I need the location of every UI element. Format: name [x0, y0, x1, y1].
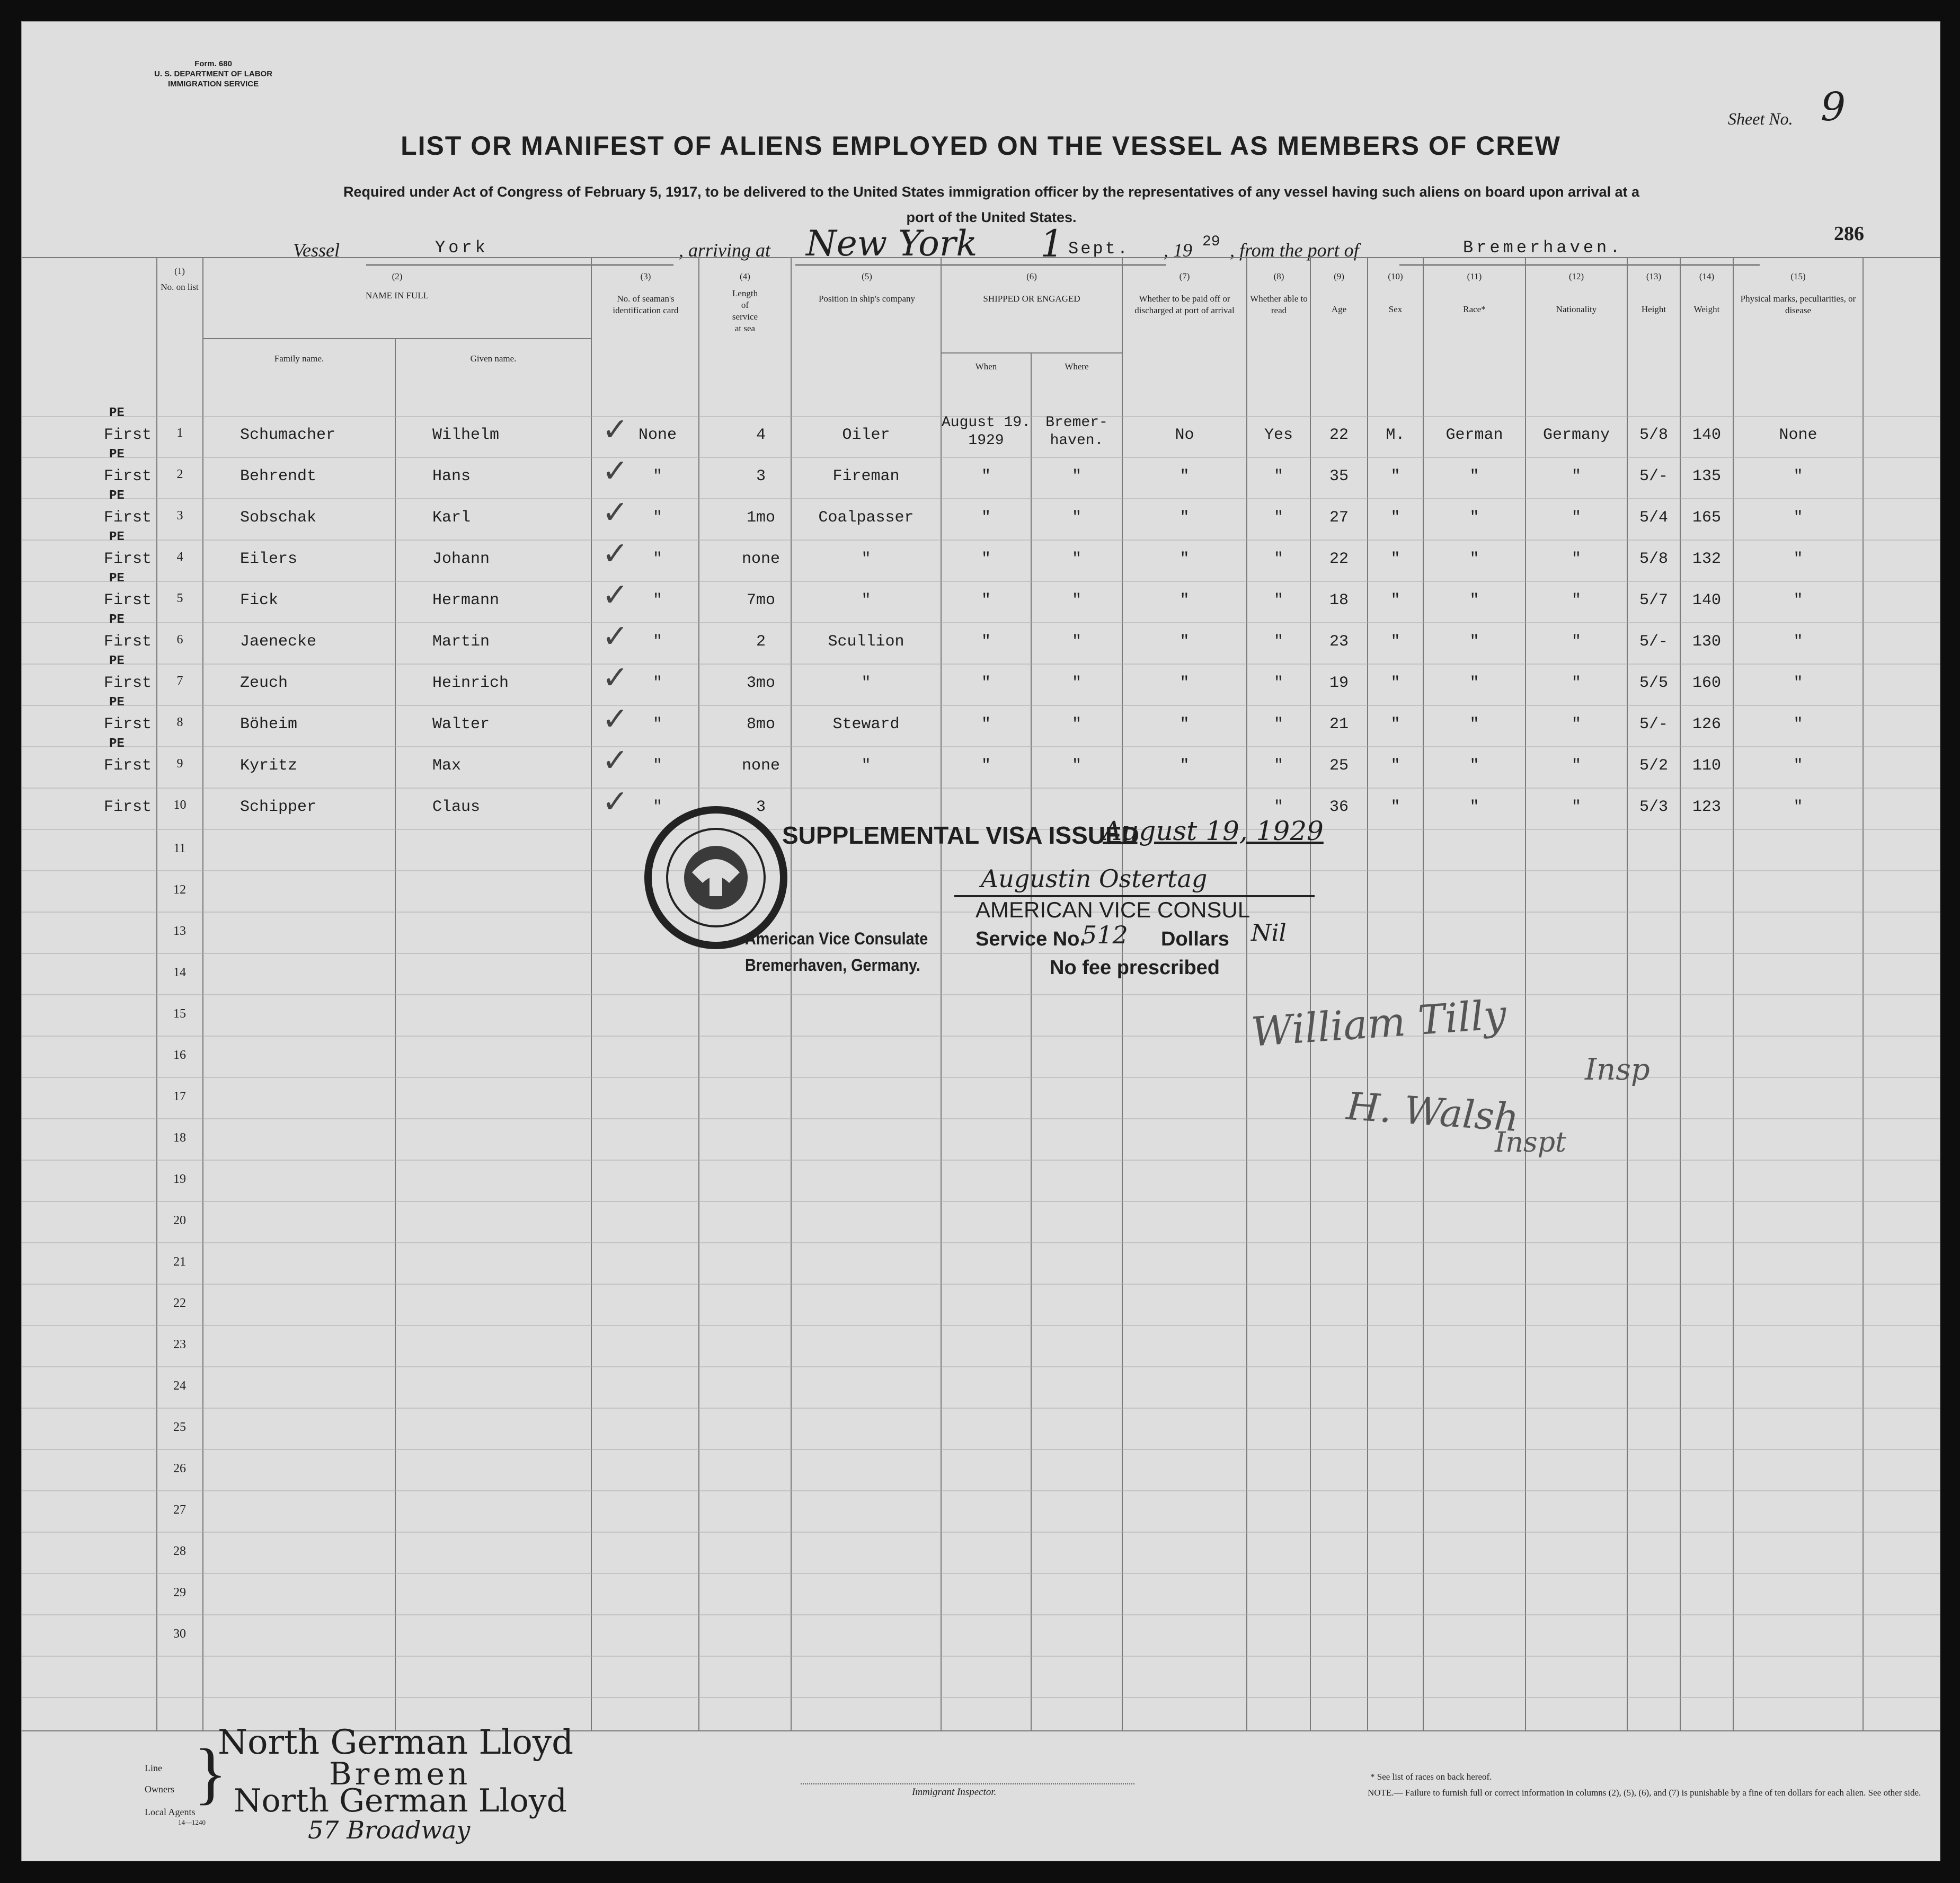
col5-label: Position in ship's company: [818, 294, 916, 304]
crew-cell-height: 5/7: [1639, 591, 1668, 609]
crew-cell-service: 2: [756, 633, 766, 651]
crew-cell-paid: ": [1179, 633, 1190, 651]
crew-cell-when: ": [981, 757, 991, 775]
crew-cell-card: ": [652, 550, 662, 568]
crew-cell-nationality: ": [1571, 757, 1581, 775]
crew-cell-height: 5/-: [1639, 467, 1668, 485]
crew-cell-read: Yes: [1264, 426, 1293, 444]
col4-label: Length of service at sea: [732, 288, 758, 333]
col12-label: Nationality: [1556, 304, 1597, 314]
col15-number: (15): [1790, 271, 1806, 281]
note-label: NOTE.: [1368, 1788, 1394, 1798]
crew-cell-paid: ": [1179, 509, 1190, 527]
col2-given-label: Given name.: [470, 353, 517, 364]
crew-cell-family: Fick: [240, 591, 279, 609]
col14-label: Weight: [1693, 304, 1720, 314]
crew-status-mark: First: [104, 509, 152, 527]
crew-cell-where: ": [1071, 550, 1081, 568]
crew-cell-family: Behrendt: [240, 467, 317, 485]
from-port-label: , from the port of: [1230, 240, 1359, 261]
crew-cell-race: ": [1469, 509, 1479, 527]
pe-mark: PE: [109, 489, 125, 503]
col7-number: (7): [1179, 271, 1190, 281]
crew-cell-service: 8mo: [746, 715, 775, 733]
agents-code: 14—1240: [178, 1818, 206, 1826]
crew-cell-when: ": [981, 633, 991, 651]
col2-family-label: Family name.: [274, 353, 324, 364]
agents-label: Local Agents: [145, 1807, 196, 1817]
crew-cell-age: 35: [1329, 467, 1349, 485]
penalty-note: [1368, 1787, 1924, 1799]
stamp-number: 286: [1834, 223, 1864, 245]
crew-cell-nationality: ": [1571, 550, 1581, 568]
row-number: 17: [173, 1090, 186, 1103]
col9-label: Age: [1331, 304, 1347, 314]
col6-where-label: Where: [1065, 361, 1089, 372]
col1-number: (1): [174, 266, 185, 276]
col6-when-label: When: [975, 361, 997, 372]
races-footnote: * See list of races on back hereof.: [1370, 1772, 1492, 1782]
crew-cell-read: ": [1273, 550, 1283, 568]
crew-cell-read: ": [1273, 509, 1283, 527]
row-number: 27: [173, 1503, 186, 1517]
crew-cell-where: ": [1071, 757, 1081, 775]
sheet-number-label: Sheet No.: [1728, 109, 1793, 128]
arriving-label: , arriving at: [679, 240, 771, 261]
crew-cell-nationality: ": [1571, 509, 1581, 527]
owners-value: Bremen: [329, 1756, 471, 1792]
col11-number: (11): [1467, 271, 1482, 281]
crew-cell-given: Martin: [432, 633, 490, 651]
crew-cell-sex: ": [1390, 757, 1400, 775]
row-number: 26: [173, 1462, 186, 1475]
col1-label: No. on list: [161, 282, 199, 292]
crew-cell-card: ": [652, 467, 662, 485]
row-number: 22: [173, 1296, 186, 1310]
pe-mark: PE: [109, 406, 125, 420]
crew-cell-where: ": [1071, 715, 1081, 733]
crew-cell-sex: ": [1390, 509, 1400, 527]
row-number: 25: [173, 1420, 186, 1434]
crew-status-mark: First: [104, 757, 152, 775]
crew-cell-marks: ": [1793, 757, 1803, 775]
crew-cell-card: ": [652, 715, 662, 733]
crew-cell-nationality: ": [1571, 798, 1581, 816]
arrival-port: New York: [806, 223, 978, 264]
col4-number: (4): [740, 271, 750, 281]
row-number: 18: [173, 1131, 186, 1145]
col5-number: (5): [862, 271, 872, 281]
manifest-sheet: [21, 21, 1940, 1861]
crew-cell-paid: ": [1179, 757, 1190, 775]
crew-cell-weight: 160: [1692, 674, 1721, 692]
departure-port: Bremerhaven.: [1463, 238, 1624, 258]
crew-cell-marks: ": [1793, 798, 1803, 816]
service-no-value: 512: [1081, 921, 1128, 949]
crew-cell-given: Karl: [432, 509, 471, 527]
crew-cell-age: 18: [1329, 591, 1349, 609]
crew-cell-read: ": [1273, 715, 1283, 733]
row-number: 24: [173, 1379, 186, 1393]
crew-cell-no: 3: [176, 509, 183, 523]
crew-cell-marks: ": [1793, 467, 1803, 485]
crew-cell-family: Schumacher: [240, 426, 336, 444]
check-mark-icon: ✓: [602, 783, 629, 820]
crew-cell-service: 4: [756, 426, 766, 444]
crew-cell-no: 2: [176, 467, 183, 481]
crew-cell-read: ": [1273, 674, 1283, 692]
crew-cell-age: 22: [1329, 550, 1349, 568]
crew-cell-no: 8: [176, 715, 183, 729]
crew-cell-age: 23: [1329, 633, 1349, 651]
crew-cell-race: ": [1469, 591, 1479, 609]
col12-number: (12): [1568, 271, 1584, 281]
crew-cell-sex: ": [1390, 467, 1400, 485]
check-mark-icon: ✓: [602, 618, 629, 655]
crew-cell-when: ": [981, 467, 991, 485]
visa-stamp-label: SUPPLEMENTAL VISA ISSUED: [782, 821, 1139, 849]
col10-label: Sex: [1388, 304, 1403, 314]
vessel-name: York: [435, 238, 489, 258]
page-subtitle: Required under Act of Congress of February 5, 1917, to be delivered to the United States immigration officer by the representatives of any vessel having such aliens on board upon arrival at a port of the United States.: [343, 184, 1640, 225]
crew-cell-read: ": [1273, 591, 1283, 609]
owners-label: Owners: [145, 1784, 174, 1794]
arrival-day: 1: [1040, 222, 1064, 266]
crew-cell-when: ": [981, 591, 991, 609]
crew-cell-race: ": [1469, 550, 1479, 568]
crew-cell-position: Coalpasser: [818, 509, 914, 527]
crew-cell-family: Eilers: [240, 550, 298, 568]
row-number: 15: [173, 1007, 186, 1021]
crew-cell-no: 6: [176, 633, 183, 647]
crew-status-mark: First: [104, 798, 152, 816]
crew-cell-given: Hans: [432, 467, 471, 485]
crew-cell-card: ": [652, 757, 662, 775]
crew-cell-read: ": [1273, 467, 1283, 485]
consul-title: AMERICAN VICE CONSUL: [975, 897, 1251, 922]
crew-cell-card: ": [652, 509, 662, 527]
row-number: 11: [173, 842, 186, 855]
crew-cell-marks: ": [1793, 674, 1803, 692]
bracket-icon: }: [194, 1735, 227, 1811]
crew-cell-weight: 165: [1692, 509, 1721, 527]
crew-cell-marks: ": [1793, 633, 1803, 651]
crew-cell-age: 21: [1329, 715, 1349, 733]
crew-cell-read: ": [1273, 757, 1283, 775]
crew-cell-family: Sobschak: [240, 509, 317, 527]
crew-status-mark: First: [104, 715, 152, 733]
crew-cell-service: 3: [756, 467, 766, 485]
crew-cell-service: none: [741, 550, 780, 568]
crew-cell-age: 25: [1329, 757, 1349, 775]
crew-cell-nationality: ": [1571, 467, 1581, 485]
inspector-signature: H. Walsh: [1345, 1083, 1521, 1141]
row-number: 23: [173, 1338, 186, 1351]
crew-cell-race: German: [1445, 426, 1503, 444]
crew-cell-position: Oiler: [842, 426, 890, 444]
crew-cell-nationality: Germany: [1542, 426, 1610, 444]
crew-cell-when: August 19. 1929: [941, 414, 1031, 449]
crew-status-mark: First: [104, 426, 152, 444]
department-name: U. S. DEPARTMENT OF LABOR: [154, 69, 273, 78]
crew-cell-service: 1mo: [746, 509, 775, 527]
inspector-signature: William Tilly: [1249, 991, 1508, 1056]
row-number: 21: [173, 1255, 186, 1269]
crew-cell-weight: 140: [1692, 591, 1721, 609]
crew-cell-nationality: ": [1571, 674, 1581, 692]
crew-cell-no: 10: [173, 798, 187, 812]
dollars-label: Dollars: [1161, 928, 1229, 950]
crew-cell-nationality: ": [1571, 591, 1581, 609]
note-text: — Failure to furnish full or correct information in columns (2), (5), (6), and (7) is punishable by a fine of ten dollars for each alien. See other side.: [1394, 1788, 1921, 1798]
crew-cell-service: 3: [756, 798, 766, 816]
crew-cell-sex: M.: [1386, 426, 1405, 444]
crew-cell-marks: None: [1779, 426, 1817, 444]
row-number: 30: [173, 1627, 186, 1641]
pe-mark: PE: [109, 571, 125, 586]
crew-cell-height: 5/5: [1639, 674, 1668, 692]
agents-value: North German Lloyd: [234, 1782, 567, 1819]
crew-cell-race: ": [1469, 467, 1479, 485]
crew-cell-paid: ": [1179, 674, 1190, 692]
crew-cell-given: Johann: [432, 550, 490, 568]
pe-mark: PE: [109, 447, 125, 462]
check-mark-icon: ✓: [602, 659, 629, 696]
col8-label: Whether able to read: [1250, 294, 1308, 315]
crew-status-mark: First: [104, 467, 152, 485]
row-number: 29: [173, 1586, 186, 1599]
crew-cell-given: Max: [432, 757, 462, 775]
crew-cell-weight: 130: [1692, 633, 1721, 651]
pe-mark: PE: [109, 613, 125, 627]
crew-cell-read: ": [1273, 798, 1283, 816]
crew-cell-height: 5/2: [1639, 757, 1668, 775]
agents-address: 57 Broadway: [308, 1816, 471, 1844]
crew-cell-age: 19: [1329, 674, 1349, 692]
crew-cell-card: ": [652, 633, 662, 651]
crew-cell-position: Steward: [832, 715, 900, 733]
check-mark-icon: ✓: [602, 411, 629, 448]
check-mark-icon: ✓: [602, 742, 629, 779]
row-number: 12: [173, 883, 186, 897]
crew-cell-marks: ": [1793, 715, 1803, 733]
crew-cell-weight: 110: [1692, 757, 1721, 775]
crew-status-mark: First: [104, 550, 152, 568]
sheet-number: 9: [1821, 84, 1846, 130]
crew-cell-sex: ": [1390, 550, 1400, 568]
crew-cell-sex: ": [1390, 633, 1400, 651]
crew-cell-family: Zeuch: [240, 674, 288, 692]
row-number: 19: [173, 1172, 186, 1186]
crew-cell-sex: ": [1390, 674, 1400, 692]
crew-cell-no: 1: [176, 426, 183, 440]
consul-signature: Augustin Ostertag: [981, 864, 1208, 893]
crew-cell-sex: ": [1390, 798, 1400, 816]
visa-stamp-date: August 19, 1929: [1103, 816, 1324, 846]
crew-cell-where: ": [1071, 509, 1081, 527]
col10-number: (10): [1388, 271, 1403, 281]
col13-label: Height: [1641, 304, 1666, 314]
crew-cell-weight: 135: [1692, 467, 1721, 485]
crew-cell-given: Walter: [432, 715, 490, 733]
crew-cell-family: Jaenecke: [240, 633, 317, 651]
crew-cell-race: ": [1469, 633, 1479, 651]
col7-label: Whether to be paid off or discharged at port of arrival: [1134, 294, 1235, 315]
row-number: 20: [173, 1214, 186, 1227]
page-title: LIST OR MANIFEST OF ALIENS EMPLOYED ON THE VESSEL AS MEMBERS OF CREW: [401, 131, 1561, 161]
pe-mark: PE: [109, 737, 125, 751]
crew-cell-nationality: ": [1571, 715, 1581, 733]
crew-cell-height: 5/3: [1639, 798, 1668, 816]
crew-cell-height: 5/-: [1639, 633, 1668, 651]
crew-cell-family: Böheim: [240, 715, 298, 733]
crew-status-mark: First: [104, 591, 152, 609]
inspector-signature-line: [801, 1783, 1134, 1784]
inspector-signature-title: Inspt: [1495, 1127, 1566, 1159]
vessel-label: Vessel: [293, 240, 340, 261]
crew-cell-paid: ": [1179, 715, 1190, 733]
crew-status-mark: First: [104, 674, 152, 692]
crew-cell-paid: ": [1179, 467, 1190, 485]
crew-cell-where: ": [1071, 633, 1081, 651]
crew-cell-where: ": [1071, 467, 1081, 485]
crew-cell-weight: 140: [1692, 426, 1721, 444]
col15-label: Physical marks, peculiarities, or disease: [1740, 294, 1856, 315]
crew-cell-given: Wilhelm: [432, 426, 500, 444]
crew-cell-given: Hermann: [432, 591, 500, 609]
col11-label: Race*: [1463, 304, 1486, 314]
line-label: Line: [145, 1763, 162, 1773]
crew-cell-where: ": [1071, 591, 1081, 609]
col3-label: No. of seaman's identification card: [613, 294, 679, 315]
col6-label: SHIPPED OR ENGAGED: [983, 294, 1080, 304]
crew-cell-marks: ": [1793, 591, 1803, 609]
col13-number: (13): [1646, 271, 1662, 281]
arrival-month: Sept.: [1068, 239, 1130, 259]
crew-cell-nationality: ": [1571, 633, 1581, 651]
col8-number: (8): [1273, 271, 1284, 281]
crew-cell-weight: 123: [1692, 798, 1721, 816]
crew-cell-height: 5/4: [1639, 509, 1668, 527]
crew-cell-position: ": [861, 591, 871, 609]
crew-cell-card: ": [652, 798, 662, 816]
crew-cell-paid: ": [1179, 550, 1190, 568]
col2-label: NAME IN FULL: [366, 290, 429, 300]
crew-cell-age: 27: [1329, 509, 1349, 527]
crew-cell-race: ": [1469, 674, 1479, 692]
crew-cell-height: 5/-: [1639, 715, 1668, 733]
crew-cell-sex: ": [1390, 591, 1400, 609]
crew-cell-sex: ": [1390, 715, 1400, 733]
fee-note: No fee prescribed: [1050, 957, 1220, 979]
crew-cell-family: Kyritz: [240, 757, 298, 775]
dollars-value: Nil: [1251, 920, 1287, 947]
service-no-label: Service No.: [975, 928, 1085, 950]
crew-cell-height: 5/8: [1639, 426, 1668, 444]
crew-cell-position: ": [861, 757, 871, 775]
crew-cell-service: 3mo: [746, 674, 775, 692]
inspector-label: Immigrant Inspector.: [912, 1787, 997, 1798]
crew-cell-where: Bremer- haven.: [1045, 414, 1108, 449]
form-number: Form. 680: [194, 59, 232, 68]
crew-cell-when: ": [981, 550, 991, 568]
crew-cell-given: Heinrich: [432, 674, 509, 692]
pe-mark: PE: [109, 695, 125, 710]
row-number: 28: [173, 1544, 186, 1558]
check-mark-icon: ✓: [602, 494, 629, 531]
crew-cell-marks: ": [1793, 550, 1803, 568]
col2-number: (2): [392, 271, 403, 281]
crew-cell-age: 36: [1329, 798, 1349, 816]
crew-cell-where: ": [1071, 674, 1081, 692]
crew-cell-weight: 132: [1692, 550, 1721, 568]
line-value: North German Lloyd: [218, 1723, 574, 1762]
crew-cell-when: ": [981, 674, 991, 692]
crew-cell-weight: 126: [1692, 715, 1721, 733]
crew-cell-card: ": [652, 591, 662, 609]
check-mark-icon: ✓: [602, 577, 629, 614]
crew-cell-position: ": [861, 674, 871, 692]
crew-cell-position: ": [861, 550, 871, 568]
consulate-city: Bremerhaven, Germany.: [745, 956, 920, 975]
crew-cell-given: Claus: [432, 798, 481, 816]
check-mark-icon: ✓: [602, 535, 629, 572]
crew-cell-read: ": [1273, 633, 1283, 651]
crew-cell-race: ": [1469, 757, 1479, 775]
service-name: IMMIGRATION SERVICE: [167, 79, 259, 89]
col9-number: (9): [1334, 271, 1344, 281]
crew-cell-card: ": [652, 674, 662, 692]
row-number: 14: [173, 966, 186, 979]
crew-cell-family: Schipper: [240, 798, 317, 816]
row-number: 13: [173, 924, 186, 938]
crew-cell-when: ": [981, 715, 991, 733]
pe-mark: PE: [109, 530, 125, 544]
consulate-name: American Vice Consulate: [745, 929, 928, 948]
crew-cell-when: ": [981, 509, 991, 527]
col14-number: (14): [1699, 271, 1715, 281]
check-mark-icon: ✓: [602, 701, 629, 738]
arrival-year: 29: [1202, 234, 1220, 250]
col3-number: (3): [640, 271, 651, 281]
crew-cell-age: 22: [1329, 426, 1349, 444]
crew-cell-height: 5/8: [1639, 550, 1668, 568]
col6-number: (6): [1026, 271, 1037, 281]
crew-cell-marks: ": [1793, 509, 1803, 527]
crew-status-mark: First: [104, 633, 152, 651]
crew-cell-paid: No: [1175, 426, 1194, 444]
crew-cell-position: Fireman: [832, 467, 900, 485]
crew-cell-card: None: [638, 426, 677, 444]
crew-cell-no: 9: [176, 757, 183, 771]
crew-cell-race: ": [1469, 798, 1479, 816]
year-prefix: , 19: [1164, 240, 1192, 261]
crew-cell-service: 7mo: [746, 591, 775, 609]
crew-cell-no: 4: [176, 550, 183, 564]
pe-mark: PE: [109, 654, 125, 668]
crew-cell-no: 7: [176, 674, 183, 688]
crew-cell-position: Scullion: [828, 633, 904, 651]
crew-cell-paid: ": [1179, 591, 1190, 609]
crew-cell-race: ": [1469, 715, 1479, 733]
check-mark-icon: ✓: [602, 453, 629, 490]
crew-cell-no: 5: [176, 591, 183, 605]
crew-cell-service: none: [741, 757, 780, 775]
row-number: 16: [173, 1048, 186, 1062]
inspector-signature-title: Insp: [1585, 1053, 1650, 1087]
